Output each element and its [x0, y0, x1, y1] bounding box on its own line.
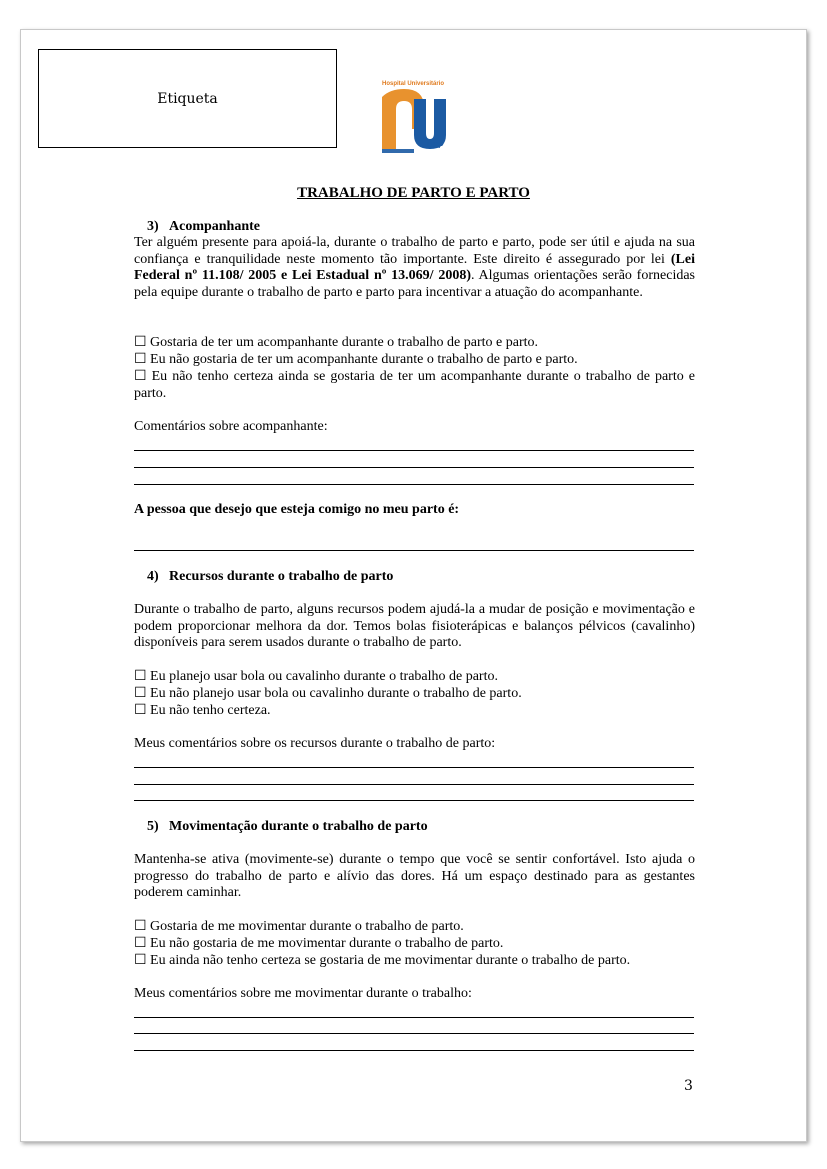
companion-name-line[interactable] — [134, 550, 694, 551]
section-4-comment-line-2[interactable] — [134, 784, 694, 785]
section-3-number: 3) — [147, 219, 159, 234]
section-5-option-1[interactable]: ☐ Gostaria de me movimentar durante o trabalho de parto. — [134, 919, 464, 934]
section-4-title: Recursos durante o trabalho de parto — [169, 569, 394, 584]
section-4-comments-label: Meus comentários sobre os recursos durante o trabalho de parto: — [134, 736, 496, 751]
section-3-comment-line-1[interactable] — [134, 450, 694, 451]
section-3-option-3[interactable]: ☐ Eu não tenho certeza ainda se gostaria de ter um acompanhante durante o trabalho de parto e parto. — [134, 369, 695, 401]
section-5-heading — [147, 819, 428, 835]
page-number: 3 — [684, 1078, 693, 1094]
section-5-number: 5) — [147, 819, 159, 834]
section-4-option-2[interactable]: ☐ Eu não planejo usar bola ou cavalinho durante o trabalho de parto. — [134, 686, 522, 701]
section-3-law-reference: (Lei Federal nº 11.108/ 2005 e Lei Estadual nº 13.069/ 2008) — [134, 251, 695, 284]
section-5-comments-label: Meus comentários sobre me movimentar durante o trabalho: — [134, 986, 472, 1001]
section-5-comment-line-3[interactable] — [134, 1050, 694, 1051]
section-4-paragraph: Durante o trabalho de parto, alguns recursos podem ajudá-la a mudar de posição e movimentação e podem proporcionar melhora da dor. Temos bolas fisioterápicas e balanços pélvicos (cavalinho) disponíveis para serem usados durante o trabalho de parto. — [134, 602, 695, 651]
section-4-comment-line-3[interactable] — [134, 800, 694, 801]
section-3-comments-label: Comentários sobre acompanhante: — [134, 419, 328, 434]
document-title: TRABALHO DE PARTO E PARTO — [297, 185, 530, 201]
section-4-option-3[interactable]: ☐ Eu não tenho certeza. — [134, 703, 271, 718]
label-box — [38, 49, 337, 148]
section-3-heading — [147, 219, 260, 235]
logo-caption: Hospital Universitário — [382, 81, 445, 87]
section-3-comment-line-3[interactable] — [134, 484, 694, 485]
section-5-option-2[interactable]: ☐ Eu não gostaria de me movimentar durante o trabalho de parto. — [134, 936, 504, 951]
section-5-comment-line-2[interactable] — [134, 1033, 694, 1034]
section-3-option-2[interactable]: ☐ Eu não gostaria de ter um acompanhante durante o trabalho de parto e parto. — [134, 352, 578, 367]
section-4-comment-line-1[interactable] — [134, 767, 694, 768]
section-3-option-1[interactable]: ☐ Gostaria de ter um acompanhante durante o trabalho de parto e parto. — [134, 335, 539, 350]
section-4-number: 4) — [147, 569, 159, 584]
section-3-paragraph — [134, 235, 695, 301]
section-4-heading — [147, 569, 393, 585]
section-3-paragraph-part-b: . Algumas orientações serão fornecidas pela equipe durante o trabalho de parto e parto para incentivar a atuação do acompanhante. — [134, 268, 695, 300]
label-text: Etiqueta — [157, 90, 218, 107]
companion-name-label: A pessoa que desejo que esteja comigo no meu parto é: — [134, 502, 460, 517]
section-5-option-3[interactable]: ☐ Eu ainda não tenho certeza se gostaria de me movimentar durante o trabalho de parto. — [134, 953, 631, 968]
logo-usp-text: USP — [427, 141, 444, 150]
section-4-option-1[interactable]: ☐ Eu planejo usar bola ou cavalinho durante o trabalho de parto. — [134, 669, 498, 684]
section-5-paragraph: Mantenha-se ativa (movimente-se) durante o tempo que você se sentir confortável. Isto ajuda o progresso do trabalho de parto e alívio das dores. Há um espaço destinado para as gestantes poderem caminhar. — [134, 852, 695, 901]
section-3-title: Acompanhante — [169, 219, 261, 234]
section-5-comment-line-1[interactable] — [134, 1017, 694, 1018]
section-3-comment-line-2[interactable] — [134, 467, 694, 468]
section-5-title: Movimentação durante o trabalho de parto — [169, 819, 428, 834]
section-3-paragraph-part-a: Ter alguém presente para apoiá-la, durante o trabalho de parto e parto, pode ser útil e ajuda na sua confiança e tranquilidade neste momento tão importante. Este direito é assegurado por lei — [134, 235, 695, 267]
